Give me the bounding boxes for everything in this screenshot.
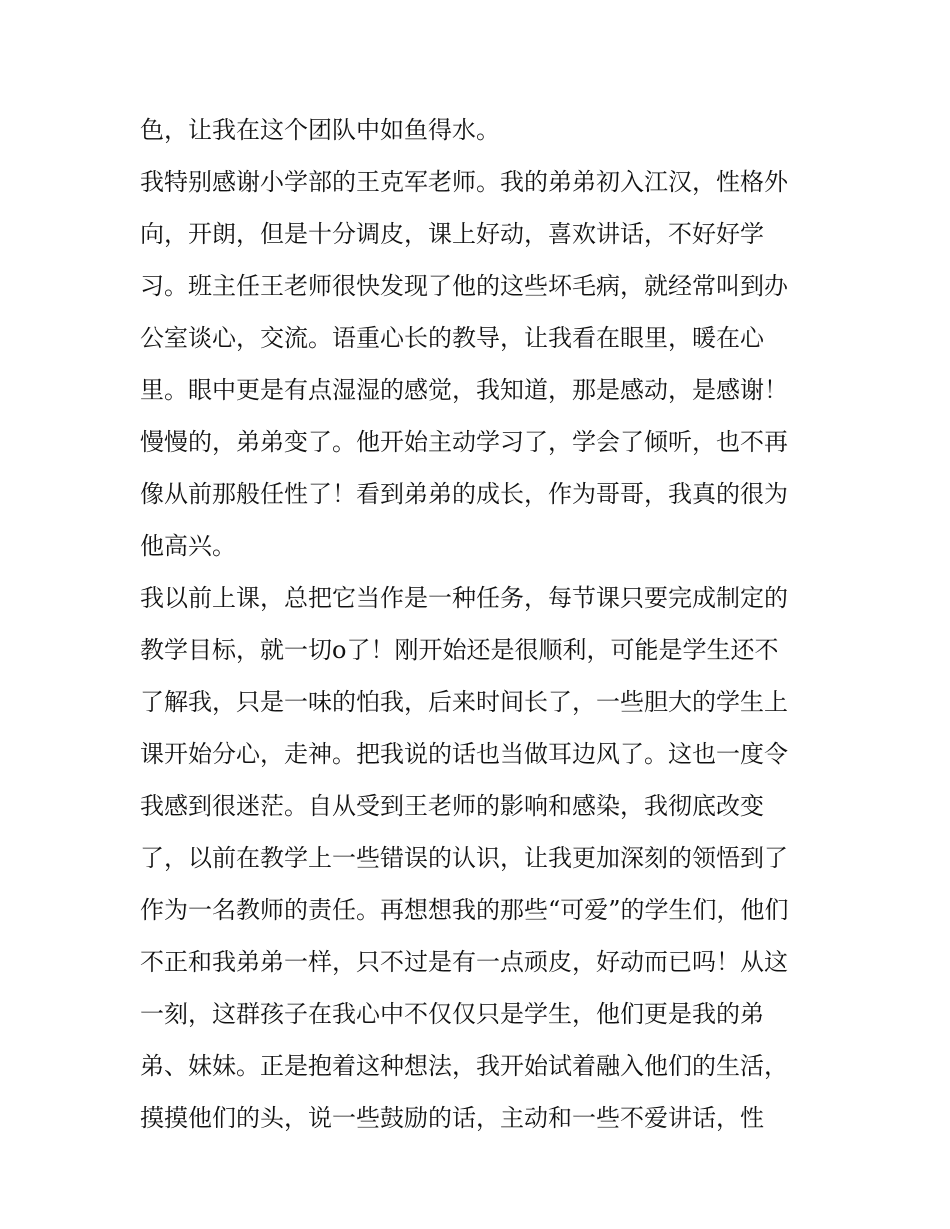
text-line: 慢慢的，弟弟变了。他开始主动学习了，学会了倾听，也不再 [140, 428, 788, 456]
text-line: 里。眼中更是有点湿湿的感觉，我知道，那是感动，是感谢！ [140, 376, 788, 404]
text-line: 我感到很迷茫。自从受到王老师的影响和感染，我彻底改变 [140, 792, 764, 820]
text-line: 他高兴。 [140, 532, 236, 560]
text-line: 课开始分心，走神。把我说的话也当做耳边风了。这也一度令 [140, 740, 788, 768]
text-line: 色，让我在这个团队中如鱼得水。 [140, 116, 500, 144]
text-line: 作为一名教师的责任。再想想我的那些“可爱”的学生们，他们 [140, 896, 789, 924]
text-line: 不正和我弟弟一样，只不过是有一点顽皮，好动而已吗！从这 [140, 948, 788, 976]
text-line: 像从前那般任性了！看到弟弟的成长，作为哥哥，我真的很为 [140, 480, 788, 508]
text-line: 弟、妹妹。正是抱着这种想法，我开始试着融入他们的生活， [140, 1052, 788, 1080]
text-line: 摸摸他们的头，说一些鼓励的话，主动和一些不爱讲话，性 [140, 1104, 764, 1132]
text-line: 了解我，只是一味的怕我，后来时间长了，一些胆大的学生上 [140, 688, 788, 716]
text-line: 我特别感谢小学部的王克军老师。我的弟弟初入江汉，性格外 [140, 168, 788, 196]
text-line: 习。班主任王老师很快发现了他的这些坏毛病，就经常叫到办 [140, 272, 788, 300]
text-line: 我以前上课，总把它当作是一种任务，每节课只要完成制定的 [140, 584, 788, 612]
text-line: 公室谈心，交流。语重心长的教导，让我看在眼里，暖在心 [140, 324, 764, 352]
text-line: 了，以前在教学上一些错误的认识，让我更加深刻的领悟到了 [140, 844, 788, 872]
text-line: 教学目标，就一切o了！刚开始还是很顺利，可能是学生还不 [140, 636, 779, 664]
text-line: 向，开朗，但是十分调皮，课上好动，喜欢讲话，不好好学 [140, 220, 764, 248]
text-line: 一刻，这群孩子在我心中不仅仅只是学生，他们更是我的弟 [140, 1000, 764, 1028]
